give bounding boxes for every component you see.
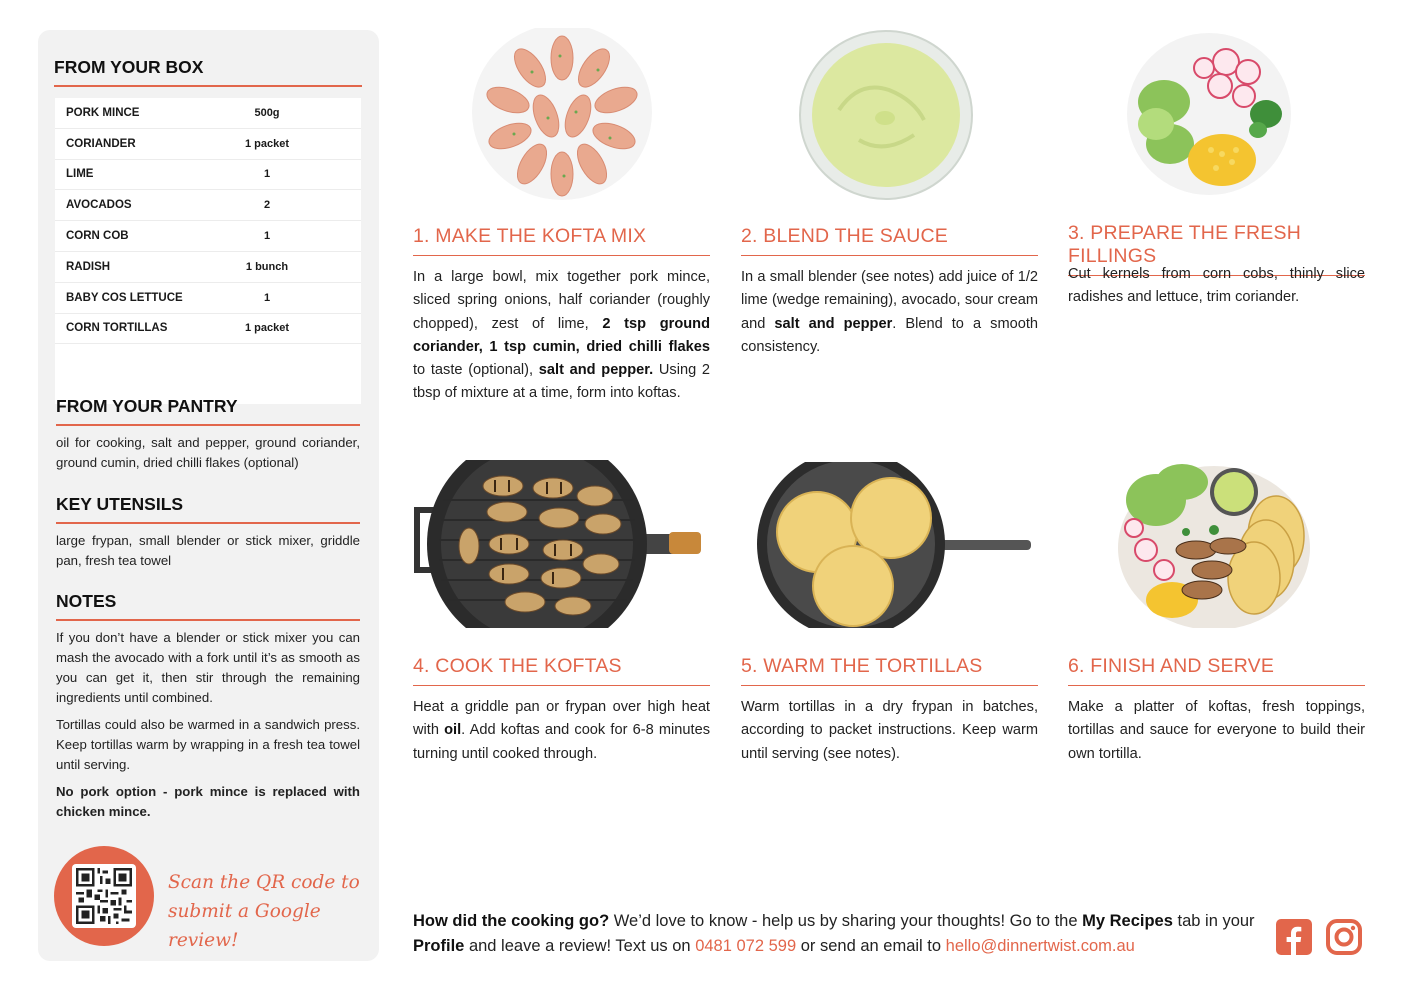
footer-question: How did the cooking go?	[413, 912, 610, 930]
sidebar	[38, 30, 379, 961]
box-heading: FROM YOUR BOX	[54, 57, 362, 87]
ingredient-name: PORK MINCE	[66, 106, 140, 119]
ingredient-name: LIME	[66, 168, 94, 181]
qr-caption-line: submit a Google review!	[168, 901, 321, 951]
ingredient-name: CORN TORTILLAS	[66, 322, 168, 335]
ingredient-qty: 1	[263, 168, 271, 181]
notes-paragraph: Tortillas could also be warmed in a sandwich press. Keep tortillas warm by wrapping in a fresh tea towel until serving.	[56, 717, 360, 772]
utensils-text: large frypan, small blender or stick mixer, griddle pan, fresh tea towel	[56, 533, 360, 568]
step-text-run: . Blend to a smooth consistency.	[741, 315, 1038, 355]
step-text-bold: salt and pepper	[774, 315, 893, 332]
ingredients-table	[55, 98, 361, 404]
ingredient-row	[55, 129, 361, 160]
ingredient-qty: 1	[263, 291, 271, 304]
kofta-mix-image	[470, 28, 654, 200]
feedback-footer	[413, 909, 1263, 959]
ingredient-row	[55, 283, 361, 314]
step-2-title: 2. BLEND THE SAUCE	[741, 225, 1038, 256]
utensils-heading: KEY UTENSILS	[56, 494, 360, 524]
qr-badge[interactable]	[54, 846, 154, 946]
footer-text-run: and leave a review! Text us on	[464, 937, 696, 955]
notes-no-pork: No pork option - pork mince is replaced with chicken mince.	[56, 784, 360, 819]
footer-text-run: or send an email to	[796, 937, 946, 955]
footer-text-run: tab in your	[1172, 912, 1255, 930]
step-text-run: In a small blender (see notes) add juice of 1/2 lime (wedge remaining), avocado, sour cream and	[741, 269, 1038, 332]
ingredient-row	[55, 252, 361, 283]
step-1-title: 1. MAKE THE KOFTA MIX	[413, 225, 710, 256]
step-text-run: Using 2 tbsp of mixture at a time, form into koftas.	[413, 362, 711, 402]
ingredient-name: RADISH	[66, 260, 111, 273]
step-text-run: Heat a griddle pan or frypan over high heat with	[413, 699, 710, 739]
notes-section	[56, 591, 360, 822]
phone-link[interactable]: 0481 072 599	[695, 937, 797, 955]
fresh-fillings-image	[1126, 32, 1292, 196]
facebook-icon[interactable]	[1275, 918, 1313, 956]
step-6-title: 6. FINISH AND SERVE	[1068, 655, 1365, 686]
step-5-title: 5. WARM THE TORTILLAS	[741, 655, 1038, 686]
pantry-text: oil for cooking, salt and pepper, ground coriander, ground cumin, dried chilli flakes (optional)	[56, 435, 360, 470]
ingredient-name: AVOCADOS	[66, 199, 132, 212]
ingredient-qty: 1 packet	[244, 322, 290, 335]
step-1-text	[413, 266, 710, 406]
qr-code-icon[interactable]	[72, 864, 136, 928]
ingredient-qty: 1 packet	[244, 137, 290, 150]
instagram-icon[interactable]	[1325, 918, 1363, 956]
ingredient-qty: 2	[263, 199, 271, 212]
email-link[interactable]: hello@dinnertwist.com.au	[945, 937, 1135, 955]
notes-heading: NOTES	[56, 591, 360, 621]
step-text-run: . Add koftas and cook for 6-8 minutes turning until cooked through.	[413, 722, 710, 762]
ingredient-qty: 1	[263, 230, 271, 243]
ingredient-row	[55, 221, 361, 252]
ingredient-name: CORN COB	[66, 230, 129, 243]
step-5-text: Warm tortillas in a dry frypan in batches, according to packet instructions. Keep warm until serving (see notes).	[741, 699, 1038, 762]
ingredient-name: BABY COS LETTUCE	[66, 291, 183, 304]
ingredient-row	[55, 98, 361, 129]
step-text-bold: 2 tsp ground coriander, 1 tsp cumin, dried chilli flakes	[413, 315, 710, 355]
step-4-text	[413, 696, 710, 766]
tortillas-pan-image	[757, 462, 1031, 628]
step-3-title: 3. PREPARE THE FRESH FILLINGS	[1068, 222, 1365, 276]
notes-paragraph: If you don’t have a blender or stick mixer you can mash the avocado with a fork until it’s as smooth as you can get it, then stir through the remaining ingredients until combined.	[56, 630, 360, 705]
ingredient-row	[55, 314, 361, 345]
pantry-heading: FROM YOUR PANTRY	[56, 396, 360, 426]
finished-platter-image	[1116, 460, 1312, 628]
step-3-text: Cut kernels from corn cobs, thinly slice radishes and lettuce, trim coriander.	[1068, 266, 1365, 306]
step-2-text	[741, 266, 1038, 359]
qr-caption	[168, 868, 379, 955]
ingredient-qty: 1 bunch	[245, 260, 289, 273]
step-text-run: to taste (optional),	[413, 362, 539, 379]
griddle-pan-image	[413, 460, 703, 628]
step-4-title: 4. COOK THE KOFTAS	[413, 655, 710, 686]
qr-caption-line: Scan the QR code to	[168, 872, 360, 893]
ingredient-row	[55, 160, 361, 191]
sauce-image	[799, 30, 973, 200]
pantry-section	[56, 396, 360, 473]
utensils-section	[56, 494, 360, 571]
my-recipes-link[interactable]: My Recipes	[1082, 912, 1173, 930]
footer-text-run: We’d love to know - help us by sharing your thoughts! Go to the	[609, 912, 1083, 930]
step-text-bold: salt and pepper.	[538, 362, 654, 379]
profile-link[interactable]: Profile	[413, 937, 465, 955]
ingredient-qty: 500g	[254, 106, 280, 119]
step-text-bold: oil	[444, 722, 462, 739]
ingredient-name: CORIANDER	[66, 137, 136, 150]
step-text-run: In a large bowl, mix together pork mince, sliced spring onions, half coriander (roughly chopped), zest of lime,	[413, 269, 710, 332]
ingredient-row	[55, 190, 361, 221]
step-6-text: Make a platter of koftas, fresh toppings, tortillas and sauce for everyone to build their own tortilla.	[1068, 699, 1365, 762]
